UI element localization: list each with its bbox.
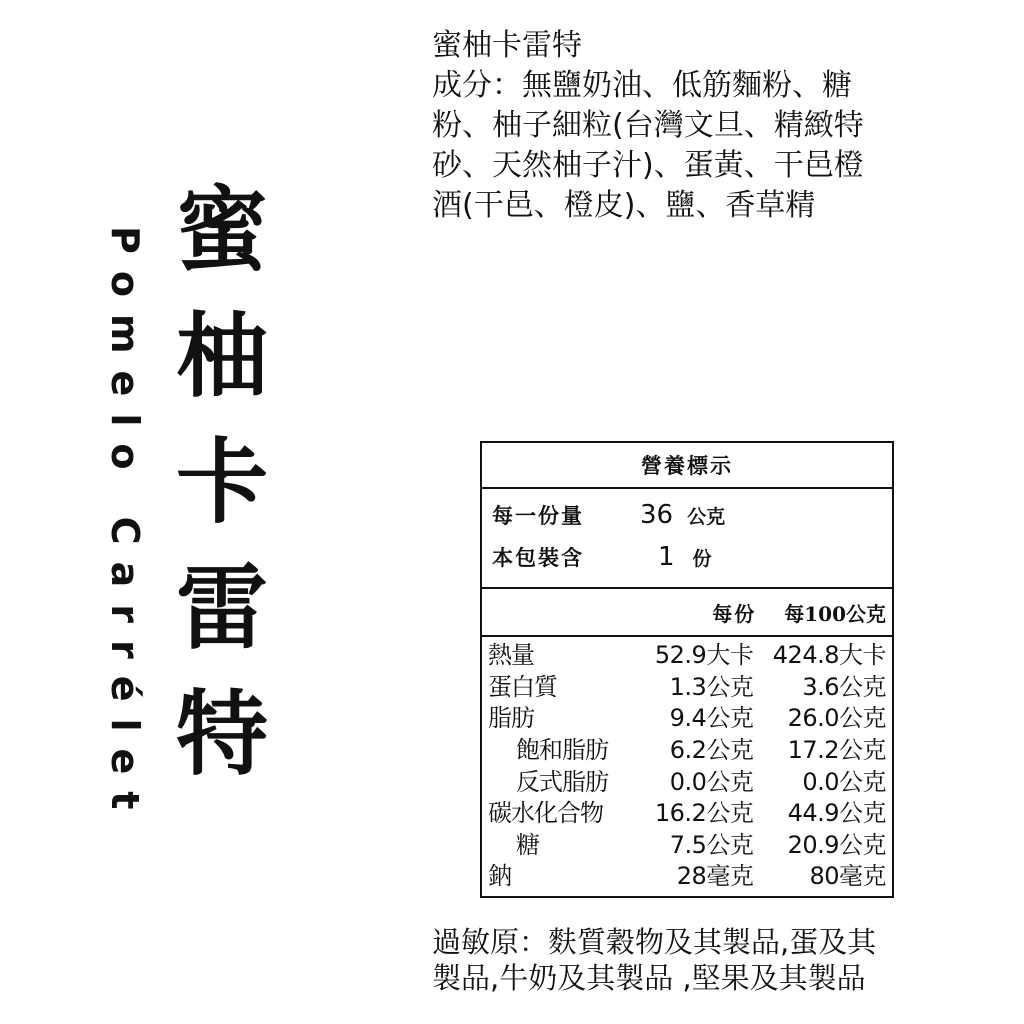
serving-size-value: 36 xyxy=(640,500,674,530)
ingredients-line: 蜜柚卡雷特 xyxy=(432,28,582,63)
nutrient-per-100g: 26.0公克 xyxy=(787,704,886,733)
nutrient-row xyxy=(488,763,886,795)
title-char: 特 xyxy=(175,681,268,788)
col-per-100g: 每100公克 xyxy=(784,601,886,626)
allergens-block xyxy=(432,924,972,996)
title-char: 卡 xyxy=(175,429,268,536)
product-title-chinese xyxy=(172,177,272,815)
nutrition-facts-table xyxy=(480,441,894,898)
serving-size-row xyxy=(492,495,892,535)
nutrient-name: 蛋白質 xyxy=(488,672,557,701)
title-char: 蜜 xyxy=(175,177,268,284)
servings-per-package-row xyxy=(492,537,892,577)
allergens-line: 過敏原：麩質穀物及其製品,蛋及其 xyxy=(432,925,877,959)
nutrient-per-serving: 7.5公克 xyxy=(669,830,754,859)
ingredients-line: 砂、天然柚子汁)、蛋黃、干邑橙 xyxy=(432,148,864,183)
nutrient-per-100g: 17.2公克 xyxy=(787,736,886,765)
nutrient-per-serving: 16.2公克 xyxy=(654,799,754,828)
nutrient-per-100g: 0.0公克 xyxy=(802,767,886,796)
ingredients-block xyxy=(432,26,952,226)
nutrient-name: 鈉 xyxy=(488,862,511,891)
nutrient-name: 糖 xyxy=(516,830,539,859)
nutrient-row xyxy=(488,858,886,890)
nutrient-per-serving: 1.3公克 xyxy=(669,672,754,701)
nutrient-row xyxy=(488,637,886,669)
col-per-serving: 每份 xyxy=(712,601,757,626)
nutrient-per-serving: 6.2公克 xyxy=(669,736,754,765)
nutrient-row xyxy=(488,700,886,732)
nutrient-per-serving: 52.9大卡 xyxy=(654,641,754,670)
nutrient-per-100g: 44.9公克 xyxy=(787,799,886,828)
serving-size-unit: 公克 xyxy=(687,505,726,528)
title-char: 雷 xyxy=(175,555,268,662)
servings-value: 1 xyxy=(658,542,675,572)
nutrition-header: 營養標示 xyxy=(482,443,892,489)
nutrient-per-100g: 80毫克 xyxy=(809,862,886,891)
title-char: 柚 xyxy=(175,303,268,410)
nutrient-name: 熱量 xyxy=(488,641,534,670)
nutrient-row xyxy=(488,732,886,764)
nutrition-column-header xyxy=(482,589,892,637)
nutrient-per-100g: 3.6公克 xyxy=(802,672,886,701)
nutrient-per-100g: 20.9公克 xyxy=(787,830,886,859)
nutrient-row xyxy=(488,827,886,859)
nutrient-row xyxy=(488,795,886,827)
nutrient-rows xyxy=(482,637,892,890)
nutrient-row xyxy=(488,669,886,701)
product-title-english: Pomelo Carrélet xyxy=(103,226,147,827)
nutrient-per-serving: 28毫克 xyxy=(676,862,754,891)
nutrient-name: 碳水化合物 xyxy=(488,799,603,828)
servings-label: 本包裝含 xyxy=(492,545,584,570)
nutrient-name: 飽和脂肪 xyxy=(516,736,608,765)
ingredients-line: 成分：無鹽奶油、低筋麵粉、糖 xyxy=(432,68,852,103)
serving-info xyxy=(482,489,892,589)
nutrient-name: 脂肪 xyxy=(488,704,534,733)
ingredients-line: 酒(干邑、橙皮)、鹽、香草精 xyxy=(432,188,816,223)
nutrient-per-serving: 9.4公克 xyxy=(669,704,754,733)
serving-size-label: 每一份量 xyxy=(492,503,584,528)
servings-unit: 份 xyxy=(692,547,712,570)
nutrient-per-100g: 424.8大卡 xyxy=(772,641,886,670)
ingredients-line: 粉、柚子細粒(台灣文旦、精緻特 xyxy=(432,108,864,143)
nutrient-name: 反式脂肪 xyxy=(516,767,608,796)
nutrient-per-serving: 0.0公克 xyxy=(669,767,754,796)
allergens-line: 製品,牛奶及其製品 ,堅果及其製品 xyxy=(432,961,866,995)
